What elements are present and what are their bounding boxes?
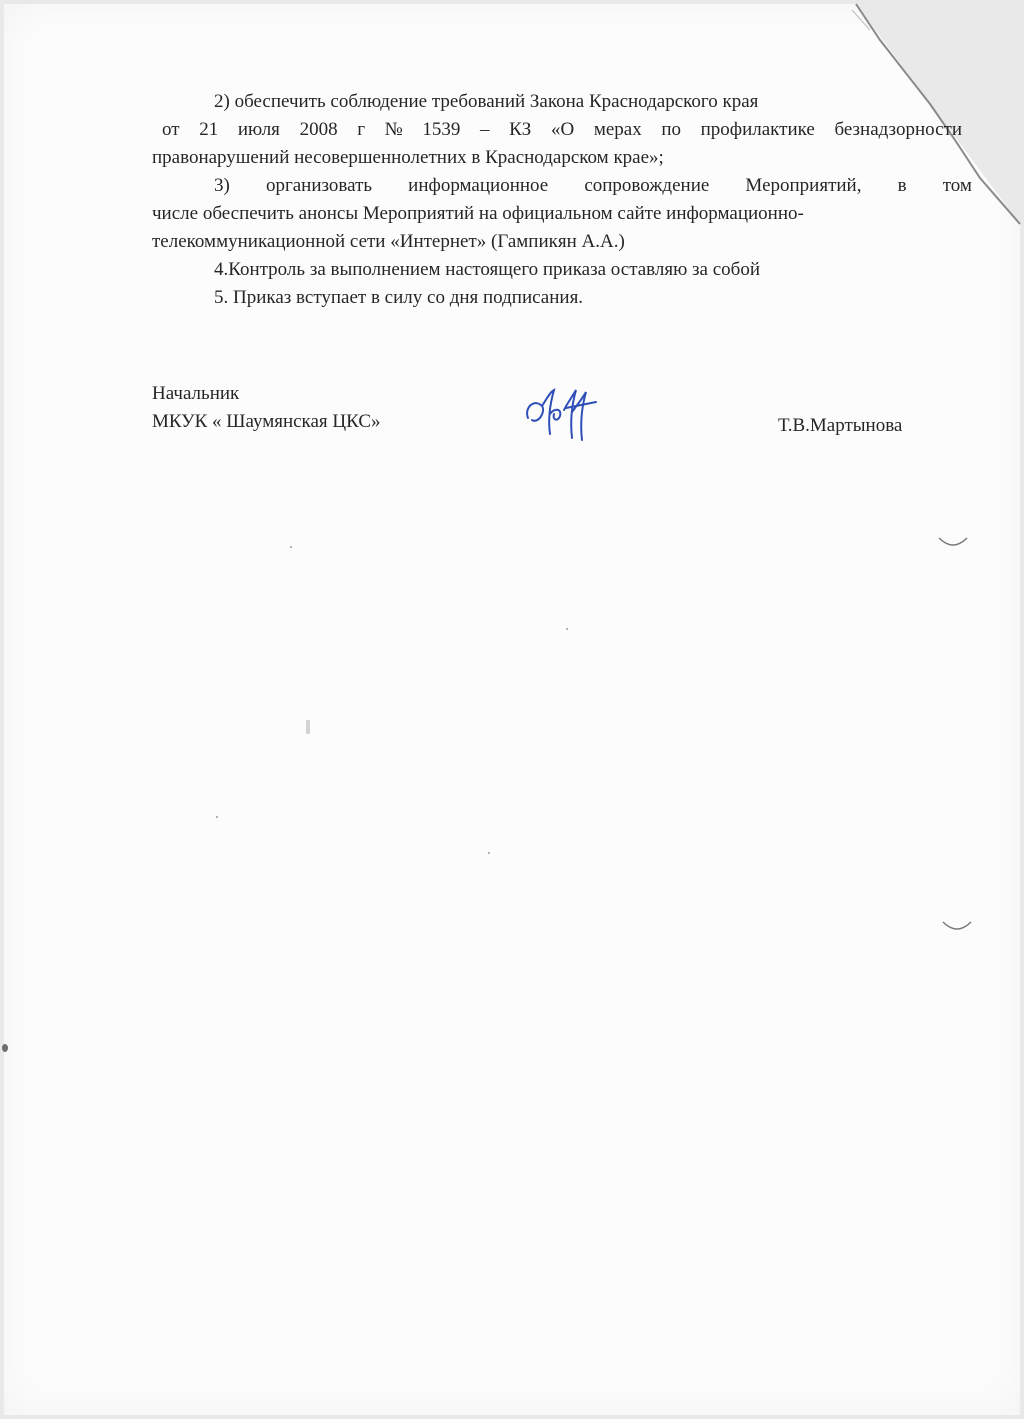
item-2-line-2-word: «О bbox=[550, 119, 575, 140]
item-2-line-2-word: по bbox=[661, 119, 681, 140]
item-3-line-1-word: организовать bbox=[265, 175, 373, 196]
item-2-line-2 bbox=[152, 116, 962, 144]
scan-speck bbox=[290, 546, 292, 548]
punch-hole-mark bbox=[936, 534, 970, 550]
item-2-line-2-word: – bbox=[480, 119, 490, 140]
item-3-line-1-word: том bbox=[942, 175, 972, 196]
punch-hole-mark bbox=[940, 918, 974, 934]
signer-name: Т.В.Мартынова bbox=[778, 415, 903, 436]
item-2-line-2-word: июля bbox=[237, 119, 280, 140]
scan-speck bbox=[216, 816, 218, 818]
scan-speck bbox=[2, 1044, 8, 1052]
item-2-line-2-word: 21 bbox=[199, 119, 219, 140]
item-3-line-1-word: сопровождение bbox=[584, 175, 710, 196]
item-3-line-2: числе обеспечить анонсы Мероприятий на официальном сайте информационно- bbox=[152, 203, 804, 224]
item-3-line-1-word: Мероприятий, bbox=[745, 175, 862, 196]
item-2-line-2-word: г bbox=[357, 119, 365, 140]
item-5: 5. Приказ вступает в силу со дня подписания. bbox=[214, 287, 584, 308]
item-2-line-2-word: КЗ bbox=[509, 119, 532, 140]
item-3-line-3: телекоммуникационной сети «Интернет» (Гампикян А.А.) bbox=[152, 231, 625, 252]
item-2-line-2-word: № bbox=[384, 119, 403, 140]
item-4: 4.Контроль за выполнением настоящего приказа оставляю за собой bbox=[214, 259, 761, 280]
scan-speck bbox=[488, 852, 490, 854]
item-3-line-1-word: в bbox=[897, 175, 907, 196]
item-2-line-2-word: 2008 bbox=[299, 119, 338, 140]
handwritten-signature bbox=[520, 384, 610, 446]
position-title: Начальник bbox=[152, 383, 240, 404]
item-3-line-1 bbox=[152, 172, 972, 200]
scan-speck bbox=[306, 720, 310, 734]
item-2-line-2-word: от bbox=[162, 119, 180, 140]
item-3-line-1-word: информационное bbox=[408, 175, 549, 196]
organization-name: МКУК « Шаумянская ЦКС» bbox=[152, 411, 381, 432]
signature-block-left bbox=[152, 380, 381, 436]
scan-speck bbox=[566, 628, 568, 630]
item-3-line-1-word: 3) bbox=[214, 175, 230, 196]
item-2-line-3: правонарушений несовершеннолетних в Краснодарском крае»; bbox=[152, 147, 664, 168]
item-2-line-2-word: 1539 bbox=[422, 119, 461, 140]
item-2-line-2-word: профилактике bbox=[700, 119, 815, 140]
item-2-line-1: 2) обеспечить соблюдение требований Закона Краснодарского края bbox=[214, 91, 759, 112]
item-2-line-2-word: безнадзорности bbox=[834, 119, 962, 140]
item-2-line-2-word: мерах bbox=[593, 119, 642, 140]
order-text bbox=[152, 88, 972, 312]
